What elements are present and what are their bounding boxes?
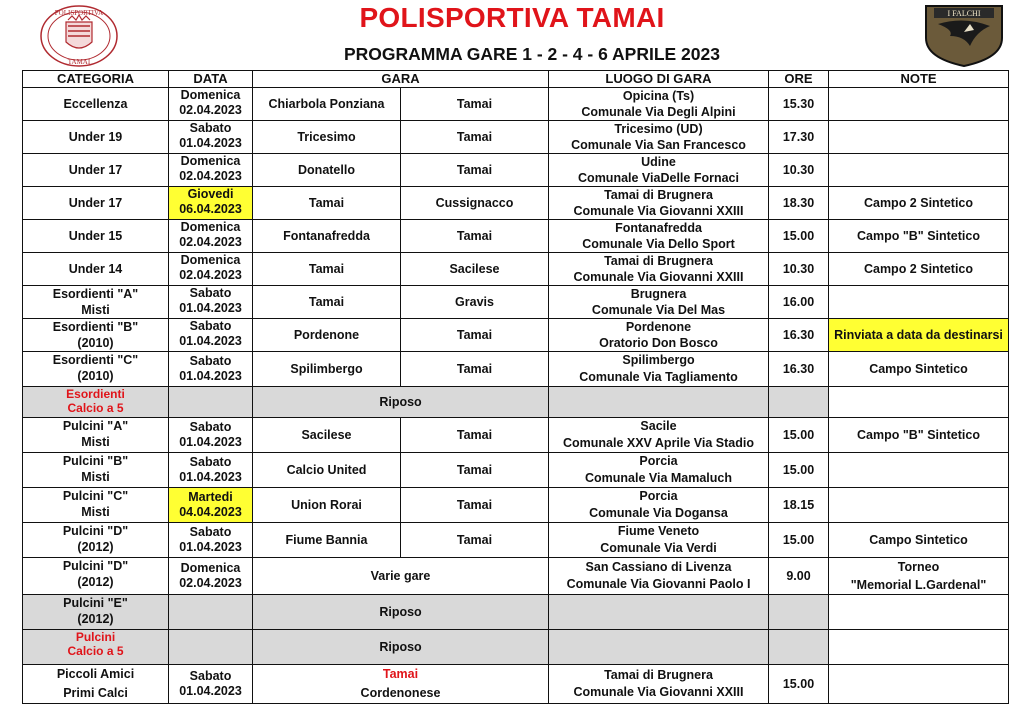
place-field: Comunale Via Verdi <box>600 541 717 555</box>
header-note: NOTE <box>829 71 1009 88</box>
date-cell <box>169 595 253 630</box>
table-row <box>23 523 1009 558</box>
category-cell: Under 14 <box>23 253 169 286</box>
note-cell: Campo "B" Sintetico <box>829 220 1009 253</box>
away-team-cell: Tamai <box>401 418 549 453</box>
date-cell <box>169 88 253 121</box>
time-cell: 16.30 <box>769 319 829 352</box>
place-cell <box>549 418 769 453</box>
category-sub: (2012) <box>77 612 114 626</box>
away-team-cell: Tamai <box>401 488 549 523</box>
category-sub: Misti <box>81 303 110 317</box>
day-label: Sabato <box>189 354 232 368</box>
date-label: 01.04.2023 <box>179 540 242 554</box>
category-name: Pulcini <box>75 630 116 644</box>
category-cell <box>23 418 169 453</box>
note-cell <box>829 595 1009 630</box>
away-team-cell: Tamai <box>401 220 549 253</box>
time-cell: 16.00 <box>769 286 829 319</box>
note-cell <box>829 630 1009 665</box>
date-label: 01.04.2023 <box>179 684 242 698</box>
category-sub: Primi Calci <box>63 686 128 700</box>
i-falchi-logo <box>920 2 1008 68</box>
place-town: Fontanafredda <box>615 221 702 235</box>
place-cell <box>549 88 769 121</box>
home-team-cell: Spilimbergo <box>253 352 401 387</box>
category-name: Pulcini "A" <box>62 419 129 433</box>
time-cell: 9.00 <box>769 558 829 595</box>
table-row <box>23 453 1009 488</box>
program-table <box>22 70 1009 704</box>
header-luogo: LUOGO DI GARA <box>549 71 769 88</box>
category-cell <box>23 665 169 704</box>
place-cell <box>549 187 769 220</box>
table-row <box>23 387 1009 418</box>
date-label: 02.04.2023 <box>179 169 242 183</box>
place-town: Fiume Veneto <box>617 524 700 538</box>
place-cell <box>549 488 769 523</box>
date-cell <box>169 558 253 595</box>
svg-text:TAMAI: TAMAI <box>67 58 91 66</box>
table-row <box>23 286 1009 319</box>
place-cell <box>549 630 769 665</box>
table-row <box>23 187 1009 220</box>
table-row <box>23 88 1009 121</box>
away-team-cell: Tamai <box>401 121 549 154</box>
day-label: Sabato <box>189 121 232 135</box>
table-row <box>23 418 1009 453</box>
note-cell <box>829 665 1009 704</box>
date-label: 02.04.2023 <box>179 235 242 249</box>
date-label: 01.04.2023 <box>179 136 242 150</box>
rest-cell: Riposo <box>253 595 549 630</box>
note-cell: Rinviata a data da destinarsi <box>829 319 1009 352</box>
home-team-cell: Donatello <box>253 154 401 187</box>
place-cell <box>549 387 769 418</box>
table-row <box>23 665 1009 704</box>
category-name: Pulcini "C" <box>62 489 129 503</box>
day-label: Domenica <box>180 561 241 575</box>
time-cell: 15.00 <box>769 453 829 488</box>
header-data: DATA <box>169 71 253 88</box>
time-cell: 18.15 <box>769 488 829 523</box>
note-cell: Campo Sintetico <box>829 523 1009 558</box>
category-sub: Misti <box>81 470 110 484</box>
category-name: Esordienti "A" <box>52 287 139 301</box>
note-cell: Campo "B" Sintetico <box>829 418 1009 453</box>
time-cell: 15.00 <box>769 418 829 453</box>
place-field: Comunale Via Dello Sport <box>582 237 735 251</box>
header-categoria: CATEGORIA <box>23 71 169 88</box>
away-team: Cordenonese <box>360 686 441 700</box>
table-row <box>23 154 1009 187</box>
date-label: 06.04.2023 <box>179 202 242 216</box>
home-team-cell: Sacilese <box>253 418 401 453</box>
day-label: Sabato <box>189 319 232 333</box>
time-cell: 17.30 <box>769 121 829 154</box>
note-cell <box>829 121 1009 154</box>
home-team-cell: Union Rorai <box>253 488 401 523</box>
day-label: Sabato <box>189 286 232 300</box>
category-cell: Under 17 <box>23 187 169 220</box>
time-cell <box>769 630 829 665</box>
place-town: San Cassiano di Livenza <box>585 560 732 574</box>
note-cell <box>829 387 1009 418</box>
place-field: Comunale Via Degli Alpini <box>581 105 736 119</box>
place-cell <box>549 319 769 352</box>
place-cell <box>549 253 769 286</box>
table-row <box>23 253 1009 286</box>
category-cell <box>23 558 169 595</box>
home-team-cell: Fiume Bannia <box>253 523 401 558</box>
category-cell: Under 15 <box>23 220 169 253</box>
table-row <box>23 220 1009 253</box>
date-cell <box>169 630 253 665</box>
home-team-cell: Tamai <box>253 286 401 319</box>
place-cell <box>549 154 769 187</box>
note-line-2: "Memorial L.Gardenal" <box>850 578 987 592</box>
place-cell <box>549 220 769 253</box>
date-cell <box>169 319 253 352</box>
time-cell: 15.30 <box>769 88 829 121</box>
note-cell <box>829 286 1009 319</box>
category-sub: (2012) <box>77 540 114 554</box>
category-sub: (2010) <box>77 369 114 383</box>
day-label: Domenica <box>180 88 241 102</box>
place-field: Comunale Via Giovanni Paolo I <box>566 577 751 591</box>
place-field: Comunale XXV Aprile Via Stadio <box>562 436 755 450</box>
place-town: Porcia <box>639 489 678 503</box>
category-cell <box>23 352 169 387</box>
home-team-cell: Chiarbola Ponziana <box>253 88 401 121</box>
date-cell <box>169 187 253 220</box>
date-cell <box>169 523 253 558</box>
match-cell <box>253 665 549 704</box>
place-cell <box>549 665 769 704</box>
place-cell <box>549 352 769 387</box>
time-cell: 15.00 <box>769 665 829 704</box>
date-label: 01.04.2023 <box>179 435 242 449</box>
place-town: Pordenone <box>625 320 692 334</box>
category-name: Pulcini "D" <box>62 559 129 573</box>
home-team-cell: Calcio United <box>253 453 401 488</box>
place-cell <box>549 595 769 630</box>
date-label: 04.04.2023 <box>179 505 242 519</box>
place-town: Tamai di Brugnera <box>604 668 713 682</box>
category-sub: (2010) <box>77 336 114 350</box>
svg-text:POLISPORTIVA: POLISPORTIVA <box>54 9 104 17</box>
away-team-cell: Sacilese <box>401 253 549 286</box>
place-field: Comunale Via Del Mas <box>591 303 726 317</box>
category-name: Pulcini "E" <box>63 596 128 610</box>
rest-cell: Riposo <box>253 630 549 665</box>
note-cell <box>829 154 1009 187</box>
date-cell <box>169 387 253 418</box>
day-label: Sabato <box>189 525 232 539</box>
time-cell: 10.30 <box>769 253 829 286</box>
day-label: Sabato <box>189 455 232 469</box>
category-cell <box>23 488 169 523</box>
place-town: Tamai di Brugnera <box>604 254 713 268</box>
date-cell <box>169 286 253 319</box>
place-town: Opicina (Ts) <box>622 89 695 103</box>
date-label: 02.04.2023 <box>179 576 242 590</box>
place-town: Tricesimo (UD) <box>614 122 703 136</box>
category-cell: Under 19 <box>23 121 169 154</box>
table-row <box>23 595 1009 630</box>
place-cell <box>549 286 769 319</box>
place-field: Comunale Via Mamaluch <box>584 471 733 485</box>
category-cell: Eccellenza <box>23 88 169 121</box>
rest-cell: Riposo <box>253 387 549 418</box>
page-header <box>0 0 1024 70</box>
place-field: Comunale Via Dogansa <box>589 506 728 520</box>
home-team-cell: Pordenone <box>253 319 401 352</box>
place-cell <box>549 121 769 154</box>
table-row <box>23 630 1009 665</box>
category-name: Piccoli Amici <box>56 667 135 681</box>
category-name: Pulcini "B" <box>62 454 129 468</box>
date-cell <box>169 418 253 453</box>
away-team-cell: Cussignacco <box>401 187 549 220</box>
note-cell: Campo Sintetico <box>829 352 1009 387</box>
category-name: Esordienti <box>66 387 125 401</box>
category-cell <box>23 630 169 665</box>
date-label: 01.04.2023 <box>179 470 242 484</box>
date-cell <box>169 352 253 387</box>
place-field: Comunale Via Giovanni XXIII <box>573 270 744 284</box>
time-cell <box>769 595 829 630</box>
header-gara: GARA <box>253 71 549 88</box>
page-title: POLISPORTIVA TAMAI <box>359 2 665 33</box>
table-row <box>23 352 1009 387</box>
home-team-cell: Tricesimo <box>253 121 401 154</box>
table-row <box>23 319 1009 352</box>
day-label: Martedi <box>188 490 233 504</box>
date-cell <box>169 453 253 488</box>
category-sub: (2012) <box>77 575 114 589</box>
match-cell: Varie gare <box>253 558 549 595</box>
category-sub: Misti <box>81 435 110 449</box>
away-team-cell: Tamai <box>401 88 549 121</box>
date-cell <box>169 220 253 253</box>
date-cell <box>169 121 253 154</box>
date-label: 02.04.2023 <box>179 268 242 282</box>
category-name: Esordienti "B" <box>52 320 139 334</box>
note-cell: Campo 2 Sintetico <box>829 253 1009 286</box>
home-team-cell: Tamai <box>253 187 401 220</box>
time-cell: 15.00 <box>769 523 829 558</box>
day-label: Domenica <box>180 154 241 168</box>
table-row <box>23 121 1009 154</box>
day-label: Giovedi <box>187 187 234 201</box>
table-row <box>23 558 1009 595</box>
category-cell <box>23 286 169 319</box>
away-team-cell: Tamai <box>401 453 549 488</box>
place-field: Comunale Via San Francesco <box>571 138 746 152</box>
time-cell: 15.00 <box>769 220 829 253</box>
svg-text:I FALCHI: I FALCHI <box>947 9 981 18</box>
place-town: Brugnera <box>630 287 687 301</box>
page-subtitle: PROGRAMMA GARE 1 - 2 - 4 - 6 APRILE 2023 <box>343 44 720 64</box>
day-label: Domenica <box>180 253 241 267</box>
category-cell <box>23 387 169 418</box>
category-name: Pulcini "D" <box>62 524 129 538</box>
away-team-cell: Tamai <box>401 154 549 187</box>
away-team-cell: Gravis <box>401 286 549 319</box>
place-field: Comunale ViaDelle Fornaci <box>578 171 739 185</box>
category-name: Esordienti "C" <box>52 353 139 367</box>
time-cell: 16.30 <box>769 352 829 387</box>
time-cell: 18.30 <box>769 187 829 220</box>
place-town: Udine <box>641 155 676 169</box>
date-cell <box>169 154 253 187</box>
place-town: Porcia <box>639 454 678 468</box>
header-ore: ORE <box>769 71 829 88</box>
place-field: Oratorio Don Bosco <box>599 336 718 350</box>
date-label: 01.04.2023 <box>179 301 242 315</box>
place-field: Comunale Via Giovanni XXIII <box>573 685 744 699</box>
category-cell <box>23 319 169 352</box>
date-label: 01.04.2023 <box>179 334 242 348</box>
table-header-row <box>23 71 1009 88</box>
category-sub: Calcio a 5 <box>67 644 124 658</box>
place-cell <box>549 523 769 558</box>
note-line-1: Torneo <box>897 560 940 574</box>
day-label: Domenica <box>180 220 241 234</box>
time-cell <box>769 387 829 418</box>
note-cell: Campo 2 Sintetico <box>829 187 1009 220</box>
place-town: Tamai di Brugnera <box>604 188 713 202</box>
away-team-cell: Tamai <box>401 319 549 352</box>
note-cell <box>829 453 1009 488</box>
table-row <box>23 488 1009 523</box>
note-cell <box>829 88 1009 121</box>
date-cell <box>169 665 253 704</box>
home-team: Tamai <box>382 667 419 681</box>
place-field: Comunale Via Tagliamento <box>579 370 738 384</box>
day-label: Sabato <box>189 669 232 683</box>
date-label: 01.04.2023 <box>179 369 242 383</box>
place-town: Spilimbergo <box>622 353 695 367</box>
home-team-cell: Fontanafredda <box>253 220 401 253</box>
category-sub: Calcio a 5 <box>67 401 124 415</box>
day-label: Sabato <box>189 420 232 434</box>
category-sub: Misti <box>81 505 110 519</box>
away-team-cell: Tamai <box>401 523 549 558</box>
away-team-cell: Tamai <box>401 352 549 387</box>
category-cell <box>23 453 169 488</box>
category-cell <box>23 523 169 558</box>
category-cell <box>23 595 169 630</box>
place-cell <box>549 558 769 595</box>
place-cell <box>549 453 769 488</box>
category-cell: Under 17 <box>23 154 169 187</box>
date-cell <box>169 253 253 286</box>
note-cell <box>829 558 1009 595</box>
date-label: 02.04.2023 <box>179 103 242 117</box>
place-town: Sacile <box>640 419 677 433</box>
note-cell <box>829 488 1009 523</box>
place-field: Comunale Via Giovanni XXIII <box>573 204 744 218</box>
time-cell: 10.30 <box>769 154 829 187</box>
home-team-cell: Tamai <box>253 253 401 286</box>
date-cell <box>169 488 253 523</box>
